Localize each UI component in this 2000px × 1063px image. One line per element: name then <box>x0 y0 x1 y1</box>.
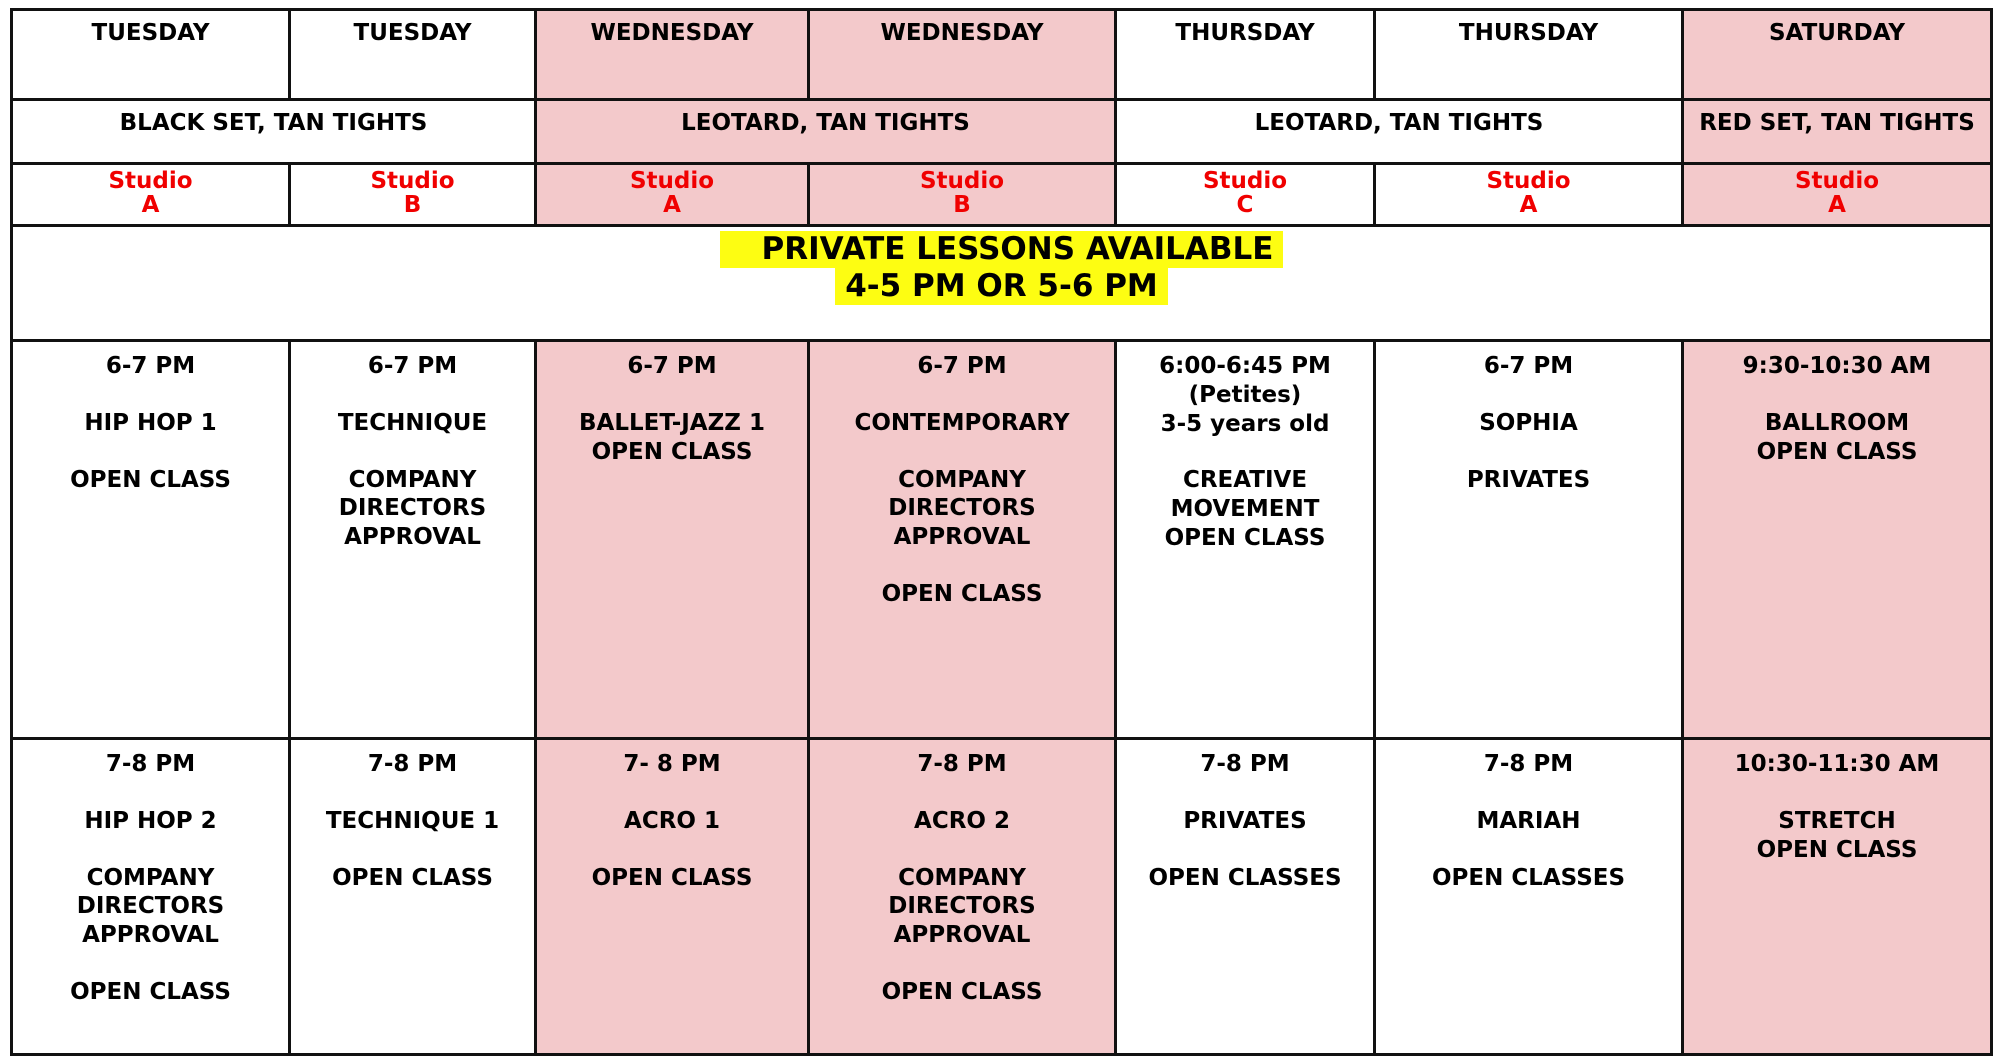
class-line: TECHNIQUE 1 <box>325 807 500 834</box>
class-cell <box>536 341 809 739</box>
class-line: 7-8 PM <box>1483 751 1574 777</box>
class-line: 7-8 PM <box>1200 751 1290 777</box>
class-line: 6-7 PM <box>917 353 1007 379</box>
class-cell <box>1683 739 1992 1055</box>
class-cell <box>1116 341 1375 739</box>
spacer <box>814 552 1110 580</box>
class-cell <box>290 341 536 739</box>
class-line: COMPANY <box>348 466 477 493</box>
studio-letter: C <box>1236 192 1254 219</box>
day-header: TUESDAY <box>12 10 290 100</box>
class-cell <box>809 341 1116 739</box>
class-line: HIP HOP 2 <box>84 807 217 834</box>
class-line: APPROVAL <box>893 922 1031 948</box>
class-schedule-table <box>10 8 1993 1056</box>
spacer <box>17 438 284 466</box>
class-line: 6-7 PM <box>1483 353 1574 379</box>
attire-row <box>12 100 1992 164</box>
spacer <box>1380 381 1677 409</box>
class-line: OPEN CLASS <box>1164 524 1326 551</box>
private-lessons-banner <box>12 226 1992 341</box>
spacer <box>1380 836 1677 864</box>
studio-cell <box>12 164 290 226</box>
class-line: DIRECTORS <box>888 893 1036 920</box>
spacer <box>1688 381 1986 409</box>
class-line: CONTEMPORARY <box>854 409 1070 436</box>
private-lessons-row <box>12 226 1992 341</box>
class-line: TECHNIQUE <box>337 409 488 436</box>
spacer <box>1121 438 1369 466</box>
studio-letter: A <box>1828 192 1846 219</box>
class-line: OPEN CLASS <box>591 864 753 891</box>
day-header: SATURDAY <box>1683 10 1992 100</box>
class-line: 7-8 PM <box>367 751 458 777</box>
spacer <box>1380 438 1677 466</box>
class-cell <box>1375 739 1683 1055</box>
studio-word: Studio <box>108 168 193 194</box>
class-line: COMPANY <box>86 864 215 891</box>
class-line: 6:00-6:45 PM <box>1159 353 1331 379</box>
class-line: 7-8 PM <box>917 751 1007 777</box>
spacer <box>1688 779 1986 807</box>
class-cell <box>290 739 536 1055</box>
class-line: MARIAH <box>1476 807 1581 834</box>
class-line: SOPHIA <box>1479 409 1578 436</box>
studio-letter: A <box>1519 192 1538 219</box>
spacer <box>1380 779 1677 807</box>
class-line: OPEN CLASS <box>591 438 753 465</box>
class-line: 6-7 PM <box>627 353 717 379</box>
class-cell <box>536 739 809 1055</box>
private-lessons-times: 4-5 PM OR 5-6 PM <box>835 268 1168 305</box>
class-cell <box>1375 341 1683 739</box>
studio-cell <box>1683 164 1992 226</box>
spacer <box>17 836 284 864</box>
class-line: 6-7 PM <box>105 353 196 379</box>
day-header-row <box>12 10 1992 100</box>
studio-word: Studio <box>1794 168 1880 194</box>
studio-letter: A <box>663 192 681 219</box>
day-header: THURSDAY <box>1116 10 1375 100</box>
class-line: 7-8 PM <box>105 751 196 777</box>
class-line: DIRECTORS <box>76 893 225 920</box>
class-cell <box>1116 739 1375 1055</box>
class-line: DIRECTORS <box>888 495 1036 522</box>
class-line: BALLET-JAZZ 1 <box>579 409 765 436</box>
studio-cell <box>1375 164 1683 226</box>
studio-letter: B <box>403 192 422 219</box>
class-line: BALLROOM <box>1764 409 1910 436</box>
class-line: COMPANY <box>898 466 1026 493</box>
class-line: MOVEMENT <box>1170 496 1320 522</box>
spacer <box>814 381 1110 409</box>
spacer <box>541 836 803 864</box>
class-line: 7- 8 PM <box>623 751 721 777</box>
studio-cell <box>536 164 809 226</box>
spacer <box>814 438 1110 466</box>
class-line: APPROVAL <box>344 524 481 550</box>
studio-word: Studio <box>1202 168 1288 194</box>
class-cell <box>809 739 1116 1055</box>
studio-word: Studio <box>629 168 715 194</box>
class-line: OPEN CLASSES <box>1148 864 1342 891</box>
class-line: OPEN CLASS <box>70 466 231 493</box>
class-line: STRETCH <box>1778 807 1896 834</box>
class-cell <box>1683 341 1992 739</box>
class-line: APPROVAL <box>893 524 1031 550</box>
class-line: 6-7 PM <box>367 353 458 379</box>
studio-letter: B <box>953 192 971 219</box>
attire-cell: BLACK SET, TAN TIGHTS <box>12 100 536 164</box>
class-line: PRIVATES <box>1466 466 1591 493</box>
day-header: WEDNESDAY <box>536 10 809 100</box>
studio-letter: A <box>141 192 160 219</box>
studio-cell <box>809 164 1116 226</box>
class-cell <box>12 341 290 739</box>
first-class-slot-row <box>12 341 1992 739</box>
class-line: OPEN CLASS <box>1756 836 1918 863</box>
spacer <box>1121 836 1369 864</box>
class-line: 9:30-10:30 AM <box>1742 353 1932 379</box>
class-line: HIP HOP 1 <box>84 409 217 436</box>
studio-word: Studio <box>1486 168 1571 194</box>
spacer <box>1121 779 1369 807</box>
studio-row <box>12 164 1992 226</box>
spacer <box>814 779 1110 807</box>
attire-cell: LEOTARD, TAN TIGHTS <box>536 100 1116 164</box>
day-header: WEDNESDAY <box>809 10 1116 100</box>
day-header: THURSDAY <box>1375 10 1683 100</box>
class-line: ACRO 1 <box>624 807 720 834</box>
studio-cell <box>290 164 536 226</box>
class-line: PRIVATES <box>1183 807 1307 834</box>
class-line: OPEN CLASS <box>881 580 1043 607</box>
class-line: OPEN CLASSES <box>1431 864 1626 891</box>
spacer <box>814 836 1110 864</box>
class-line: OPEN CLASS <box>332 864 493 891</box>
studio-cell <box>1116 164 1375 226</box>
studio-word: Studio <box>919 168 1005 194</box>
class-line: (Petites) <box>1188 381 1302 408</box>
spacer <box>295 438 530 466</box>
spacer <box>814 950 1110 978</box>
day-header: TUESDAY <box>290 10 536 100</box>
spacer <box>17 779 284 807</box>
attire-cell: RED SET, TAN TIGHTS <box>1683 100 1992 164</box>
class-cell <box>12 739 290 1055</box>
spacer <box>295 836 530 864</box>
class-line: 3-5 years old <box>1160 410 1330 437</box>
class-line: APPROVAL <box>82 922 219 948</box>
spacer <box>541 779 803 807</box>
class-line: CREATIVE <box>1182 467 1308 494</box>
spacer <box>17 950 284 978</box>
spacer <box>17 381 284 409</box>
spacer <box>295 381 530 409</box>
class-line: OPEN CLASS <box>70 978 231 1005</box>
private-lessons-title: PRIVATE LESSONS AVAILABLE <box>720 231 1284 268</box>
class-line: COMPANY <box>898 864 1026 891</box>
class-line: ACRO 2 <box>914 807 1010 834</box>
class-line: DIRECTORS <box>338 495 487 522</box>
class-line: OPEN CLASS <box>1756 438 1918 465</box>
second-class-slot-row <box>12 739 1992 1055</box>
attire-cell: LEOTARD, TAN TIGHTS <box>1116 100 1683 164</box>
class-line: 10:30-11:30 AM <box>1734 751 1940 777</box>
studio-word: Studio <box>370 168 455 194</box>
spacer <box>295 779 530 807</box>
spacer <box>541 381 803 409</box>
class-line: OPEN CLASS <box>881 978 1043 1005</box>
